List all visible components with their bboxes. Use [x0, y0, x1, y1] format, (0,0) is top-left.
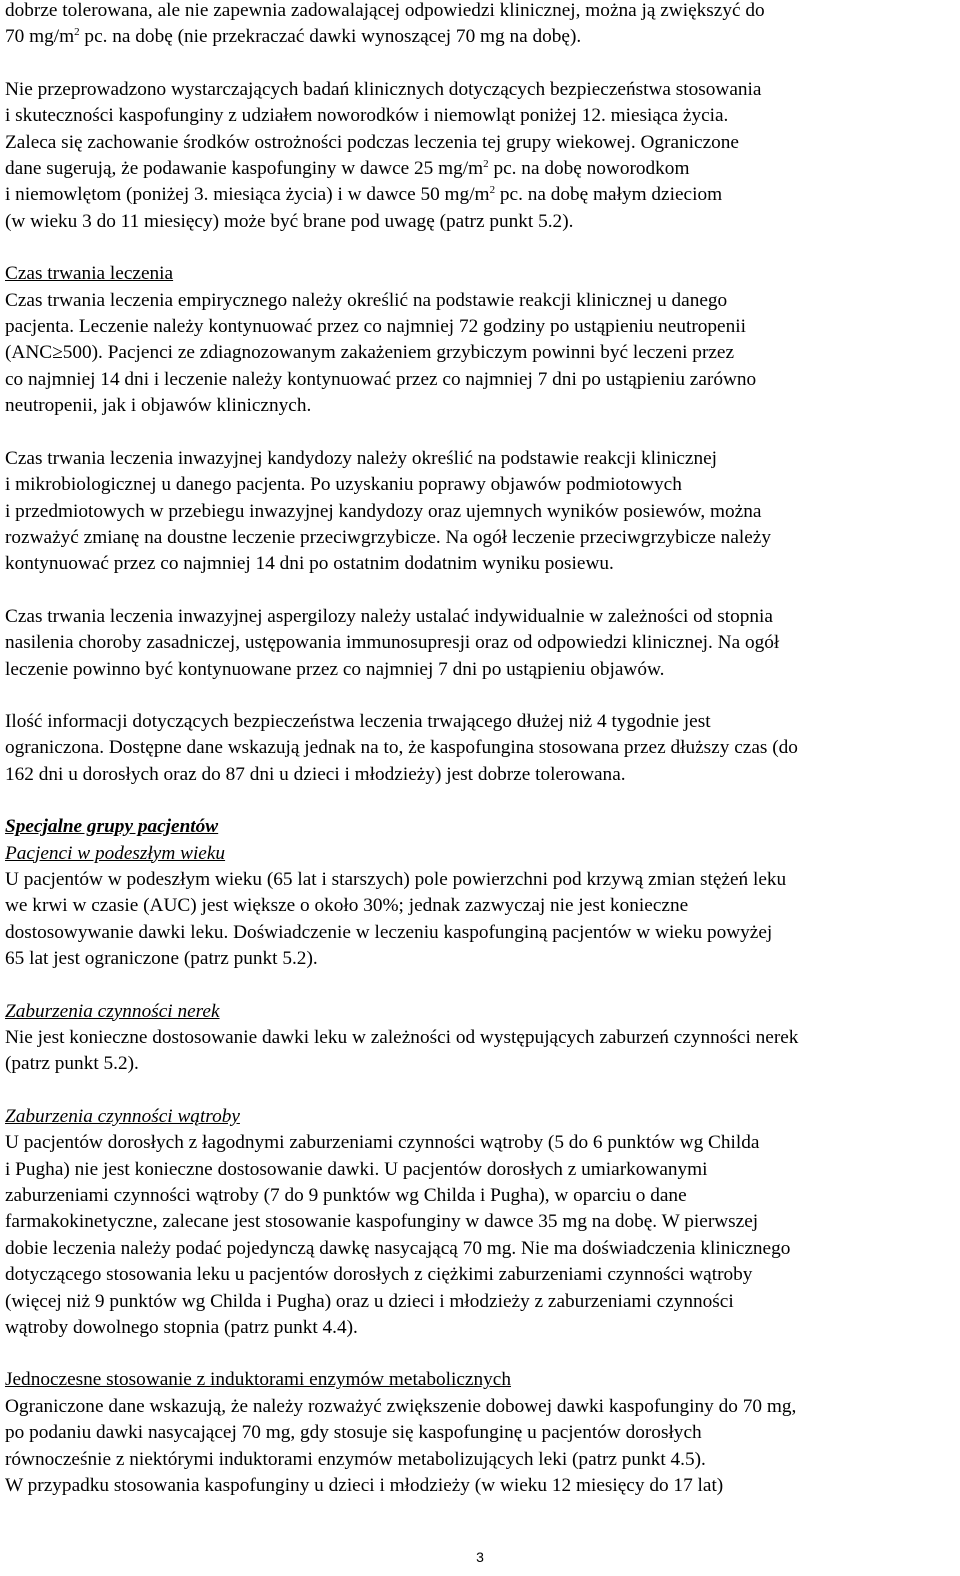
text-line: i przedmiotowych w przebiegu inwazyjnej kandydozy oraz ujemnych wyników posiewów, można	[5, 500, 762, 522]
text-line: U pacjentów w podeszłym wieku (65 lat i starszych) pole powierzchni pod krzywą zmian stężeń leku	[5, 868, 787, 890]
text-segment: pc. na dobę (nie przekraczać dawki wynoszącej 70 mg na dobę).	[79, 26, 582, 48]
text-line: farmakokinetyczne, zalecane jest stosowanie kaspofunginy w dawce 35 mg na dobę. W pierwszej	[5, 1211, 759, 1233]
text-line: U pacjentów dorosłych z łagodnymi zaburzeniami czynności wątroby (5 do 6 punktów wg Childa	[5, 1132, 760, 1154]
text-line: we krwi w czasie (AUC) jest większe o około 30%; jednak zazwyczaj nie jest konieczne	[5, 895, 689, 917]
text-line: równocześnie z niektórymi induktorami enzymów metabolizujących leki (patrz punkt 4.5).	[5, 1448, 706, 1470]
text-line: Czas trwania leczenia inwazyjnej aspergilozy należy ustalać indywidualnie w zależności od stopnia	[5, 605, 773, 627]
text-line: i mikrobiologicznej u danego pacjenta. Po uzyskaniu poprawy objawów podmiotowych	[5, 474, 682, 496]
superscript: 2	[483, 158, 489, 171]
text-line	[5, 156, 955, 182]
text-line: Czas trwania leczenia inwazyjnej kandydozy należy określić na podstawie reakcji klinicznej	[5, 447, 718, 469]
text-line: dostosowywanie dawki leku. Doświadczenie w leczeniu kaspofunginą pacjentów w wieku powyżej	[5, 921, 773, 943]
text-line: (patrz punkt 5.2).	[5, 1053, 139, 1075]
text-line: 162 dni u dorosłych oraz do 87 dni u dzieci i młodzieży) jest dobrze tolerowana.	[5, 763, 626, 785]
text-line: (ANC≥500). Pacjenci ze zdiagnozowanym zakażeniem grzybiczym powinni być leczeni przez	[5, 342, 735, 364]
page-number: 3	[476, 1549, 484, 1565]
text-line: i Pugha) nie jest konieczne dostosowanie dawki. U pacjentów dorosłych z umiarkowanymi	[5, 1158, 708, 1180]
text-segment: i niemowlętom (poniżej 3. miesiąca życia) i w dawce 50 mg/m	[5, 184, 490, 206]
text-line: nasilenia choroby zasadniczej, ustępowania immunosupresji oraz od odpowiedzi klinicznej. Na ogół	[5, 632, 780, 654]
text-line: ograniczona. Dostępne dane wskazują jednak na to, że kaspofungina stosowana przez dłuższy czas (do	[5, 737, 798, 759]
subsection-heading: Zaburzenia czynności nerek	[5, 1000, 220, 1022]
text-line: (w wieku 3 do 11 miesięcy) może być brane pod uwagę (patrz punkt 5.2).	[5, 210, 574, 232]
superscript: 2	[74, 26, 80, 39]
text-line: co najmniej 14 dni i leczenie należy kontynuować przez co najmniej 7 dni po ustąpieniu zarówno	[5, 368, 757, 390]
text-segment: 70 mg/m	[5, 26, 75, 48]
subsection-heading: Zaburzenia czynności wątroby	[5, 1105, 240, 1127]
text-line: 65 lat jest ograniczone (patrz punkt 5.2).	[5, 948, 318, 970]
neonates-paragraph	[5, 77, 955, 235]
text-line: dobie leczenia należy podać pojedynczą dawkę nasycającą 70 mg. Nie ma doświadczenia klinicznego	[5, 1237, 791, 1259]
text-line: dotyczącego stosowania leku u pacjentów dorosłych z ciężkimi zaburzeniami czynności wątroby	[5, 1264, 753, 1286]
text-segment: dane sugerują, że podawanie kaspofunginy w dawce 25 mg/m	[5, 158, 484, 180]
text-line: Czas trwania leczenia empirycznego należy określić na podstawie reakcji klinicznej u danego	[5, 289, 728, 311]
text-segment: pc. na dobę małym dzieciom	[495, 184, 723, 206]
text-segment: pc. na dobę noworodkom	[488, 158, 690, 180]
text-line: rozważyć zmianę na doustne leczenie przeciwgrzybicze. Na ogół leczenie przeciwgrzybicze należy	[5, 526, 771, 548]
text-line	[5, 24, 955, 50]
text-line: i skuteczności kaspofunginy z udziałem noworodków i niemowląt poniżej 12. miesiąca życia.	[5, 105, 729, 127]
text-line: leczenie powinno być kontynuowane przez co najmniej 7 dni po ustąpieniu objawów.	[5, 658, 665, 680]
text-line: neutropenii, jak i objawów klinicznych.	[5, 395, 312, 417]
text-line: pacjenta. Leczenie należy kontynuować przez co najmniej 72 godziny po ustąpieniu neutropenii	[5, 316, 746, 338]
text-line: kontynuować przez co najmniej 14 dni po ostatnim dodatnim wyniku posiewu.	[5, 553, 614, 575]
text-line: po podaniu dawki nasycającej 70 mg, gdy stosuje się kaspofunginę u pacjentów dorosłych	[5, 1422, 702, 1444]
text-line: zaburzeniami czynności wątroby (7 do 9 punktów wg Childa i Pugha), w oparciu o dane	[5, 1185, 687, 1207]
text-line: Ilość informacji dotyczących bezpieczeństwa leczenia trwającego dłużej niż 4 tygodnie jest	[5, 710, 711, 732]
document-page	[5, 0, 955, 1500]
text-line: Nie jest konieczne dostosowanie dawki leku w zależności od występujących zaburzeń czynności nerek	[5, 1027, 799, 1048]
pediatric-dose-paragraph	[5, 0, 955, 51]
text-line: Nie przeprowadzono wystarczających badań klinicznych dotyczących bezpieczeństwa stosowania	[5, 78, 762, 100]
text-line: (więcej niż 9 punktów wg Childa i Pugha) oraz u dzieci i młodzieży z zaburzeniami czynności	[5, 1290, 734, 1312]
superscript: 2	[489, 184, 496, 197]
text-line	[5, 182, 955, 208]
text-line: wątroby dowolnego stopnia (patrz punkt 4.4).	[5, 1317, 358, 1339]
section-heading: Specjalne grupy pacjentów	[5, 816, 219, 838]
section-heading: Jednoczesne stosowanie z induktorami enzymów metabolicznych	[5, 1369, 511, 1391]
text-line: Zaleca się zachowanie środków ostrożności podczas leczenia tej grupy wiekowej. Ograniczone	[5, 131, 739, 153]
duration-section	[5, 261, 955, 788]
subsection-heading: Pacjenci w podeszłym wieku	[5, 842, 226, 864]
text-line: W przypadku stosowania kaspofunginy u dzieci i młodzieży (w wieku 12 miesięcy do 17 lat)	[5, 1475, 724, 1497]
section-heading: Czas trwania leczenia	[5, 263, 174, 285]
text-line: Ograniczone dane wskazują, że należy rozważyć zwiększenie dobowej dawki kaspofunginy do 70 mg,	[5, 1395, 797, 1417]
special-populations-section	[5, 814, 955, 1341]
enzyme-inducers-section	[5, 1367, 955, 1499]
text-line: dobrze tolerowana, ale nie zapewnia zadowalającej odpowiedzi klinicznej, można ją zwiększyć do	[5, 0, 765, 21]
